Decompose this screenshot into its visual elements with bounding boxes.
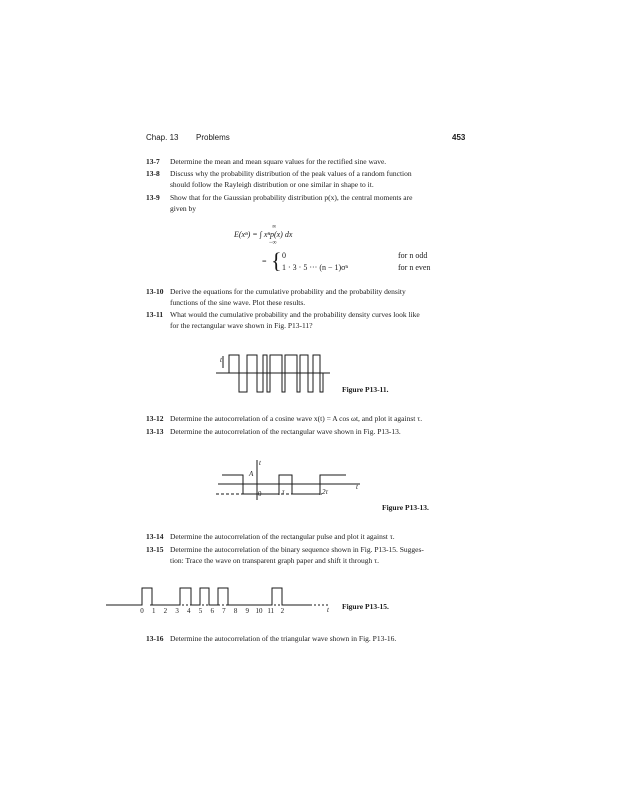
tick-label: 3 xyxy=(175,607,179,615)
tick-label: 7 xyxy=(222,607,226,615)
equation-lhs: E(xⁿ) = ∫ xⁿp(x) dx xyxy=(234,230,293,239)
tick-label: 2 xyxy=(163,607,168,615)
problem-text-line: given by xyxy=(170,204,197,213)
problem-text-line: Determine the autocorrelation of the triangular wave shown in Fig. P13-16. xyxy=(170,634,397,643)
integral-upper-limit: ∞ xyxy=(272,224,277,230)
figure-caption: Figure P13-13. xyxy=(382,503,429,512)
origin-label: 0 xyxy=(258,490,262,498)
problem-number: 13-8 xyxy=(146,169,160,178)
figure-caption: Figure P13-11. xyxy=(342,385,389,394)
binary-sequence xyxy=(106,588,312,605)
problem-number: 13-16 xyxy=(146,634,164,643)
case-even-condition: for n even xyxy=(398,263,431,272)
figure-caption: Figure P13-15. xyxy=(342,602,389,611)
problem-text-line: tion: Trace the wave on transparent graph paper and shift it through τ. xyxy=(170,556,380,565)
running-head-chapter: Chap. 13 xyxy=(146,133,179,142)
problem-number: 13-11 xyxy=(146,310,164,319)
integral-lower-limit: −∞ xyxy=(269,240,277,246)
problem-text-line: What would the cumulative probability and the probability density curves look like xyxy=(170,310,420,319)
problem-number: 13-12 xyxy=(146,414,164,423)
tick-label: 0 xyxy=(140,607,144,615)
running-head-section: Problems xyxy=(196,133,230,142)
case-odd-condition: for n odd xyxy=(398,251,428,260)
t-label: t xyxy=(327,606,329,614)
tick-label: 8 xyxy=(233,607,238,615)
problem-number: 13-15 xyxy=(146,545,164,554)
tick-label: 10 xyxy=(255,607,263,615)
tick-label: 4 xyxy=(187,607,191,615)
problem-number: 13-14 xyxy=(146,532,164,541)
tau-label: τ xyxy=(282,488,285,496)
problem-text-line: for the rectangular wave shown in Fig. P13-11? xyxy=(170,321,313,330)
tick-label: 11 xyxy=(267,607,275,615)
brace: { xyxy=(271,248,282,273)
case-odd-value: 0 xyxy=(282,251,286,260)
page-number: 453 xyxy=(452,133,466,142)
problem-number: 13-13 xyxy=(146,427,164,436)
problem-number: 13-9 xyxy=(146,193,160,202)
two-tau-label: 2τ xyxy=(322,488,329,496)
t-label: t xyxy=(356,483,358,491)
tick-label: 2 xyxy=(280,607,285,615)
equals-sign: = xyxy=(262,257,267,266)
problem-text-line: Show that for the Gaussian probability distribution p(x), the central moments are xyxy=(170,193,413,202)
tick-label: 9 xyxy=(245,607,250,615)
y-axis-label: t xyxy=(259,459,261,467)
problem-text-line: Discuss why the probability distribution of the peak values of a random function xyxy=(170,169,412,178)
axis-label: t xyxy=(220,356,222,364)
problem-number: 13-7 xyxy=(146,157,160,166)
problem-number: 13-10 xyxy=(146,287,164,296)
tick-label: 1 xyxy=(151,607,156,615)
problem-text-line: Determine the autocorrelation of the binary sequence shown in Fig. P13-15. Sugges- xyxy=(170,545,424,554)
tick-label: 6 xyxy=(210,607,214,615)
problem-text-line: Determine the autocorrelation of a cosine wave x(t) = A cos ωt, and plot it against τ. xyxy=(170,414,423,423)
problem-text-line: Determine the autocorrelation of the rectangular pulse and plot it against τ. xyxy=(170,532,395,541)
problem-text-line: Determine the mean and mean square values for the rectified sine wave. xyxy=(170,157,387,166)
problem-text-line: Derive the equations for the cumulative probability and the probability density xyxy=(170,287,406,296)
case-even-value: 1 · 3 · 5 ··· (n − 1)σⁿ xyxy=(282,263,348,272)
amplitude-label: A xyxy=(249,470,254,478)
problem-text-line: Determine the autocorrelation of the rectangular wave shown in Fig. P13-13. xyxy=(170,427,401,436)
problem-text-line: should follow the Rayleigh distribution or one similar in shape to it. xyxy=(170,180,374,189)
tick-label: 5 xyxy=(198,607,203,615)
problem-text-line: functions of the sine wave. Plot these results. xyxy=(170,298,306,307)
